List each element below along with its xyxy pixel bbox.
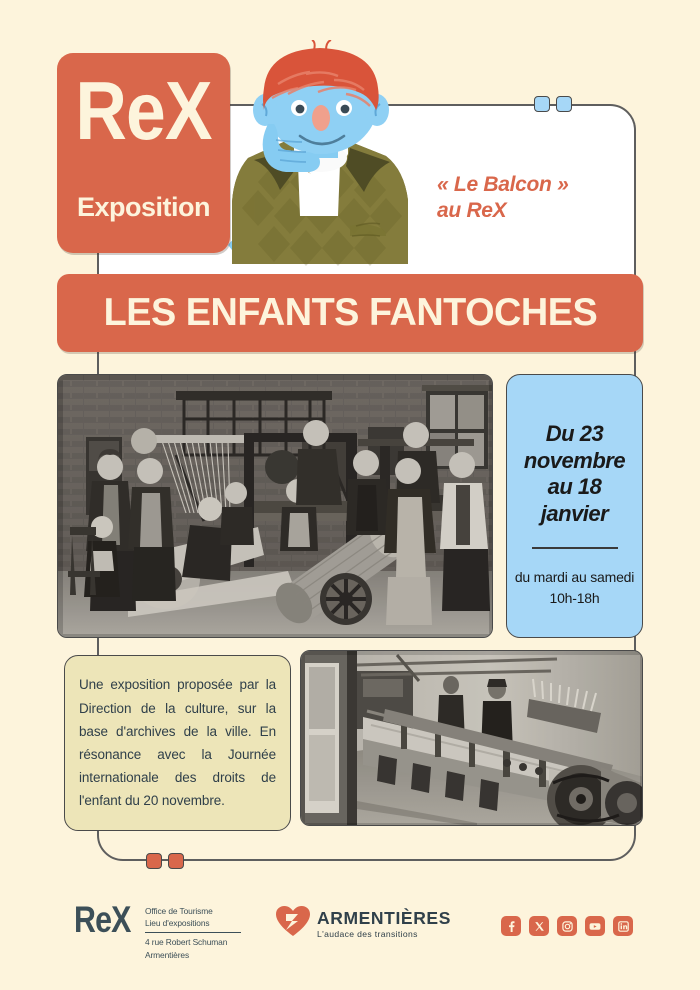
rex-footer-rule <box>145 932 241 933</box>
linkedin-icon[interactable] <box>613 916 633 936</box>
heart-icon <box>276 906 310 942</box>
exhibition-dates: Du 23 novembre au 18 janvier <box>523 421 626 526</box>
title-banner <box>57 274 643 352</box>
opening-hours: du mardi au samedi 10h-18h <box>514 568 635 606</box>
instagram-icon[interactable] <box>557 916 577 936</box>
rex-footer-brand: ReX <box>74 899 131 940</box>
date-divider <box>532 547 618 549</box>
orange-square-decoration-2 <box>168 853 184 869</box>
facebook-icon[interactable] <box>501 916 521 936</box>
rex-venue-logo <box>74 899 241 961</box>
rex-footer-line-4: Armentières <box>144 949 190 960</box>
blue-square-decoration-1 <box>534 96 550 112</box>
archive-photo-workers <box>57 374 493 638</box>
x-twitter-icon[interactable] <box>529 916 549 936</box>
armentieres-text-block <box>317 909 451 939</box>
armentieres-tagline: L'audace des transitions <box>317 929 418 940</box>
date-info-card <box>506 374 643 638</box>
rex-footer-line-1: Office de Tourisme <box>144 906 213 916</box>
subtitle-line-1: « Le Balcon » <box>437 173 569 196</box>
orange-square-decoration-1 <box>146 853 162 869</box>
footer <box>0 890 700 960</box>
rex-footer-line-3: 4 rue Robert Schuman <box>144 937 228 948</box>
youtube-icon[interactable] <box>585 916 605 936</box>
archive-photo-factory <box>300 650 643 826</box>
description-text: Une exposition proposée par la Direction de la culture, sur la base d'archives de la ville. En résonance avec la Journée internationale des droits de l'enfant du 20 novembre. <box>79 677 276 809</box>
armentieres-city-logo <box>276 906 451 942</box>
subtitle-line-2: au ReX <box>437 198 507 222</box>
rex-footer-line-2: Lieu d'expositions <box>144 918 210 929</box>
rex-brand-text: ReX <box>75 64 212 157</box>
rex-logo-card <box>57 53 230 253</box>
blue-square-decoration-2 <box>556 96 572 112</box>
rex-exposition-label: Exposition <box>76 192 210 222</box>
rex-footer-address <box>145 902 241 961</box>
exhibition-subtitle <box>437 172 568 223</box>
character-illustration <box>222 40 417 280</box>
description-box <box>64 655 291 831</box>
page-title: LES ENFANTS FANTOCHES <box>103 291 597 334</box>
social-links <box>501 916 633 936</box>
armentieres-name: ARMENTIÈRES <box>317 907 451 928</box>
